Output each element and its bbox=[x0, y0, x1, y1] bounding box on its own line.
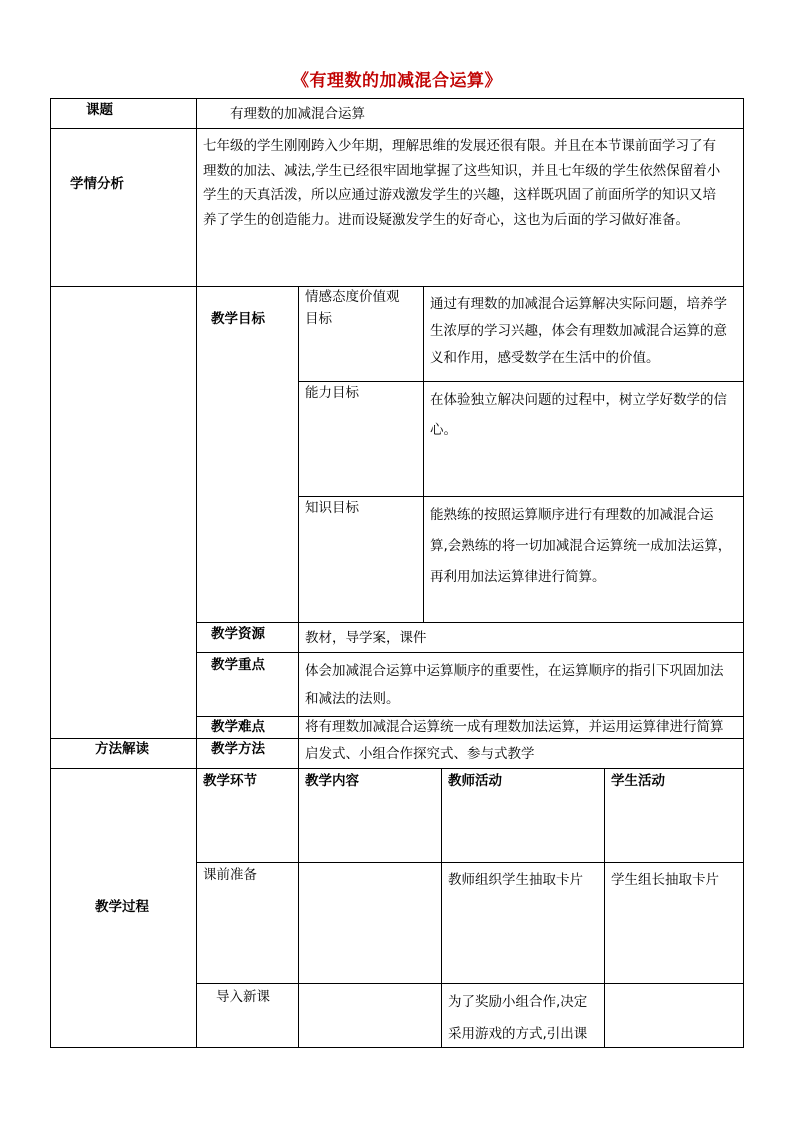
table-rule bbox=[196, 622, 744, 623]
key-point-label: 教学重点 bbox=[211, 657, 265, 673]
table-rule bbox=[441, 768, 442, 1048]
process-header-stage: 教学环节 bbox=[203, 773, 257, 789]
method-label: 教学方法 bbox=[211, 741, 265, 757]
table-rule bbox=[604, 768, 605, 1048]
process-teacher-intro: 为了奖励小组合作,决定 采用游戏的方式,引出课 bbox=[448, 994, 588, 1042]
topic-value: 有理数的加减混合运算 bbox=[230, 106, 365, 122]
analysis-label: 学情分析 bbox=[70, 176, 124, 192]
process-header-content: 教学内容 bbox=[305, 773, 359, 789]
table-rule bbox=[196, 98, 197, 1048]
goals-label: 教学目标 bbox=[211, 311, 265, 327]
goal-text-knowledge: 能熟练的按照运算顺序进行有理数的加减混合运 算,会熟练的将一切加减混合运算统一成加法运算， 再利用加法运算律进行简算。 bbox=[430, 507, 732, 585]
process-section-label: 教学过程 bbox=[95, 899, 149, 915]
process-stage-intro: 导入新课 bbox=[216, 989, 270, 1005]
analysis-line: 养了学生的创造能力。进而设疑激发学生的好奇心，这也为后面的学习做好准备。 bbox=[203, 211, 689, 228]
analysis-text bbox=[203, 134, 720, 232]
resources-value: 教材，导学案，课件 bbox=[305, 630, 427, 646]
key-point-text: 体会加减混合运算中运算顺序的重要性，在运算顺序的指引下巩固加法 和减法的法则。 bbox=[305, 663, 724, 707]
difficulty-label: 教学难点 bbox=[211, 719, 265, 735]
process-header-teacher: 教师活动 bbox=[448, 773, 502, 789]
process-header-student: 学生活动 bbox=[611, 773, 665, 789]
table-rule bbox=[196, 862, 744, 863]
table-rule bbox=[196, 652, 744, 653]
method-value: 启发式、小组合作探究式、参与式教学 bbox=[305, 746, 535, 762]
table-rule bbox=[298, 496, 744, 497]
goal-name-ability: 能力目标 bbox=[305, 385, 359, 401]
goal-name-emotion: 情感态度价值观 目标 bbox=[305, 289, 400, 327]
goal-name-knowledge: 知识目标 bbox=[305, 500, 359, 516]
page-title: 《有理数的加减混合运算》 bbox=[292, 71, 502, 91]
table-rule bbox=[50, 1047, 744, 1048]
table-rule bbox=[743, 98, 744, 1048]
goal-text-ability: 在体验独立解决问题的过程中，树立学好数学的信 心。 bbox=[430, 392, 727, 438]
resources-label: 教学资源 bbox=[211, 626, 265, 642]
analysis-line: 学生的天真活泼，所以应通过游戏激发学生的兴趣，这样既巩固了前面所学的知识又培 bbox=[203, 187, 716, 203]
analysis-line: 七年级的学生刚刚跨入少年期，理解思维的发展还很有限。并且在本节课前面学习了有 bbox=[203, 138, 716, 154]
process-teacher-prep: 教师组织学生抽取卡片 bbox=[448, 872, 583, 888]
method-section-label: 方法解读 bbox=[95, 741, 149, 757]
difficulty-value: 将有理数加减混合运算统一成有理数加法运算，并运用运算律进行简算 bbox=[305, 719, 724, 735]
analysis-line: 理数的加法、减法,学生已经很牢固地掌握了这些知识，并且七年级的学生依然保留着小 bbox=[203, 162, 721, 179]
table-rule bbox=[50, 128, 744, 129]
process-stage-prep: 课前准备 bbox=[203, 867, 257, 883]
goal-text-emotion: 通过有理数的加减混合运算解决实际问题，培养学 生浓厚的学习兴趣，体会有理数加减混合运算的意 义和作用，感受数学在生活中的价值。 bbox=[430, 296, 727, 366]
table-rule bbox=[423, 286, 424, 622]
table-rule bbox=[50, 98, 744, 99]
table-rule bbox=[50, 98, 51, 1048]
table-rule bbox=[196, 983, 744, 984]
process-student-prep: 学生组长抽取卡片 bbox=[611, 872, 719, 888]
table-rule bbox=[298, 286, 299, 768]
table-rule bbox=[298, 768, 299, 1048]
table-rule bbox=[298, 381, 744, 382]
topic-label: 课题 bbox=[86, 102, 113, 118]
